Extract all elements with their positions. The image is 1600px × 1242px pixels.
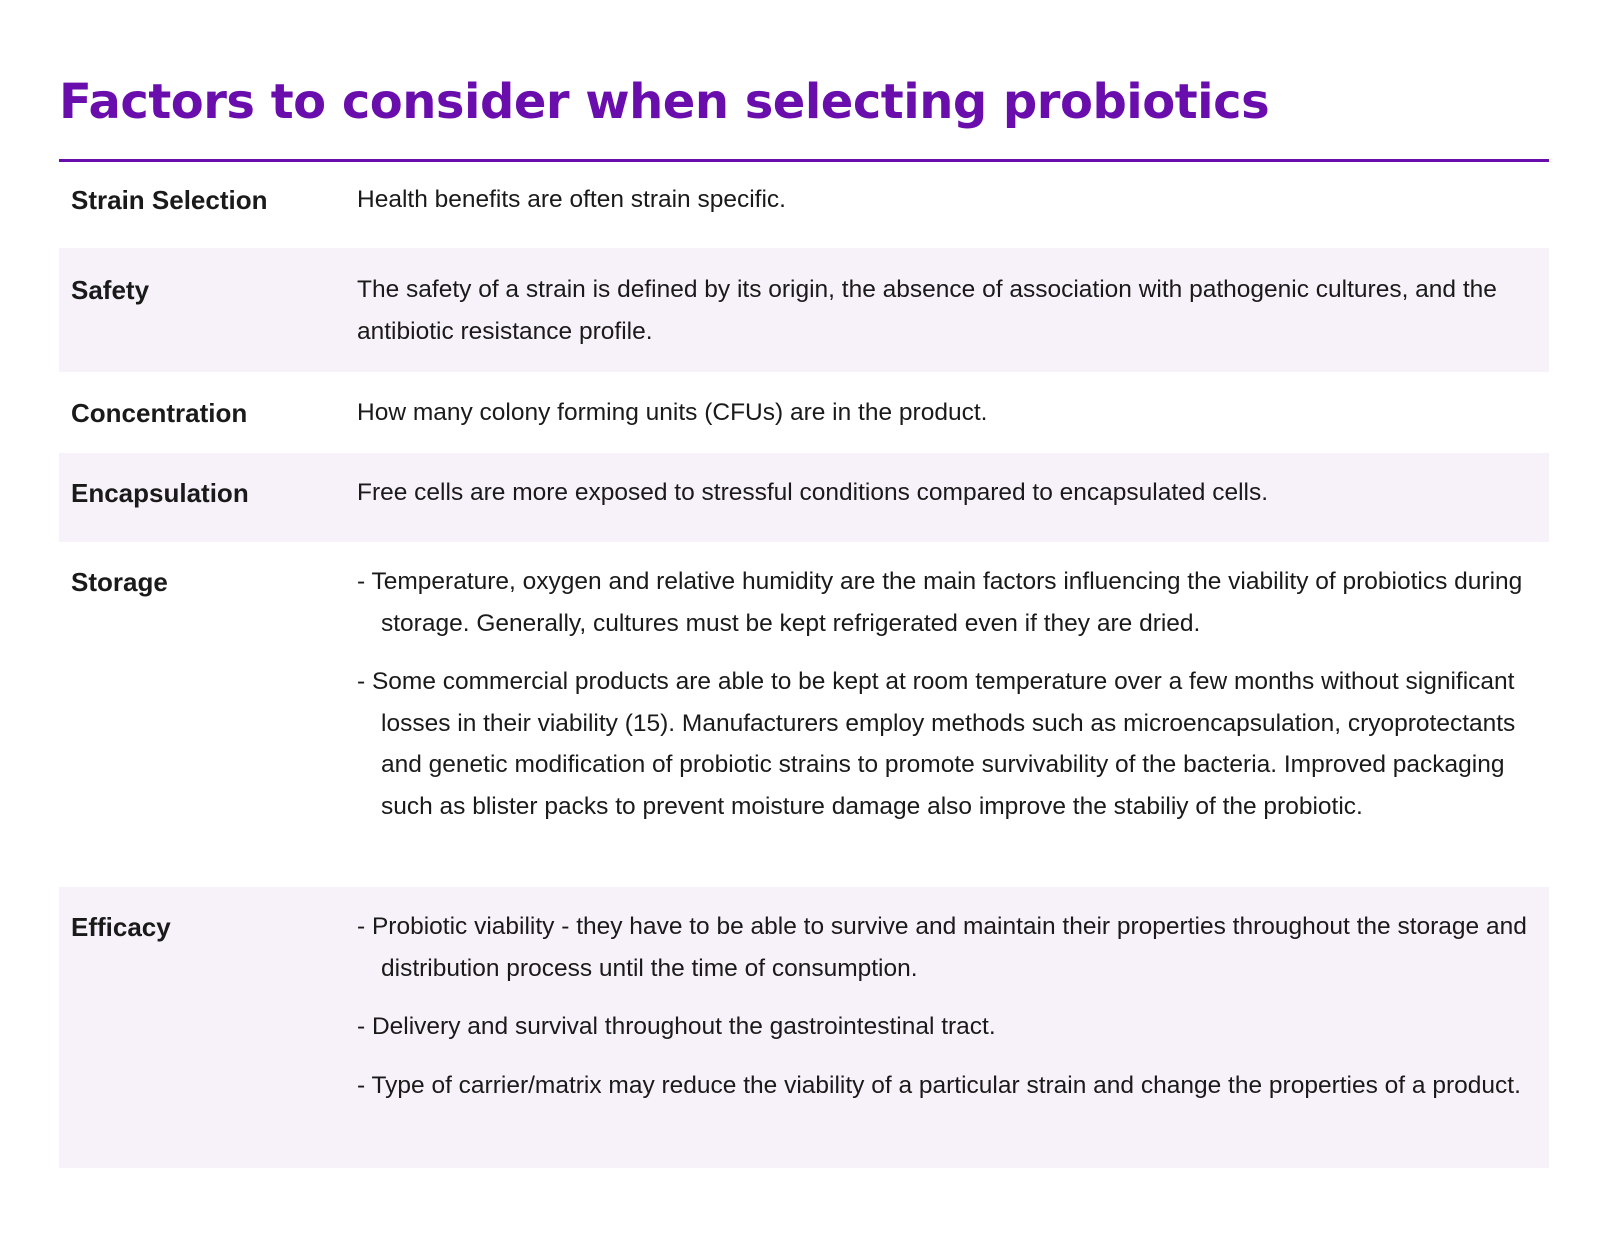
table-row-encapsulation — [59, 453, 1549, 542]
table-row-concentration — [59, 372, 1549, 453]
table-row-strain-selection — [59, 162, 1549, 248]
table-row-storage — [59, 542, 1549, 887]
description-text: Free cells are more exposed to stressful conditions compared to encapsulated cells. — [357, 479, 1269, 506]
bullet-point: - Temperature, oxygen and relative humidity are the main factors influencing the viability of probiotics during storage. Generally, cultures must be kept refrigerated even if they are dried. — [357, 568, 1523, 637]
row-label: Efficacy — [71, 912, 171, 942]
row-description — [357, 906, 1537, 1106]
row-description — [357, 561, 1537, 827]
description-text: How many colony forming units (CFUs) are in the product. — [357, 399, 988, 426]
description-text: The safety of a strain is defined by its origin, the absence of association with pathogenic cultures, and the antibiotic resistance profile. — [357, 276, 1497, 345]
description-text: Health benefits are often strain specific. — [357, 186, 786, 213]
bullet-point: - Delivery and survival throughout the gastrointestinal tract. — [357, 1013, 996, 1040]
row-description — [357, 179, 1537, 221]
row-label: Storage — [71, 567, 168, 597]
row-label: Encapsulation — [71, 478, 249, 508]
row-description — [357, 472, 1537, 514]
document-page — [59, 62, 1549, 1168]
row-description — [357, 392, 1537, 434]
row-label: Concentration — [71, 398, 248, 428]
factors-table — [59, 162, 1549, 1168]
row-description — [357, 269, 1537, 352]
bullet-point: - Probiotic viability - they have to be able to survive and maintain their properties throughout the storage and distribution process until the time of consumption. — [357, 913, 1527, 982]
row-label: Strain Selection — [71, 185, 268, 215]
page-title: Factors to consider when selecting probiotics — [59, 74, 1270, 130]
bullet-point: - Type of carrier/matrix may reduce the viability of a particular strain and change the properties of a product. — [357, 1071, 1521, 1099]
bullet-point: - Some commercial products are able to be kept at room temperature over a few months without significant losses in their viability (15). Manufacturers employ methods such as microencapsulation, cryoprotectants and genetic modification of probiotic strains to promote survivability of the bacteria. Improved packaging such as blister packs to prevent moisture damage also improve the stabiliy of the probiotic. — [357, 668, 1516, 820]
table-row-safety — [59, 248, 1549, 372]
table-row-efficacy — [59, 887, 1549, 1168]
row-label: Safety — [71, 275, 150, 305]
